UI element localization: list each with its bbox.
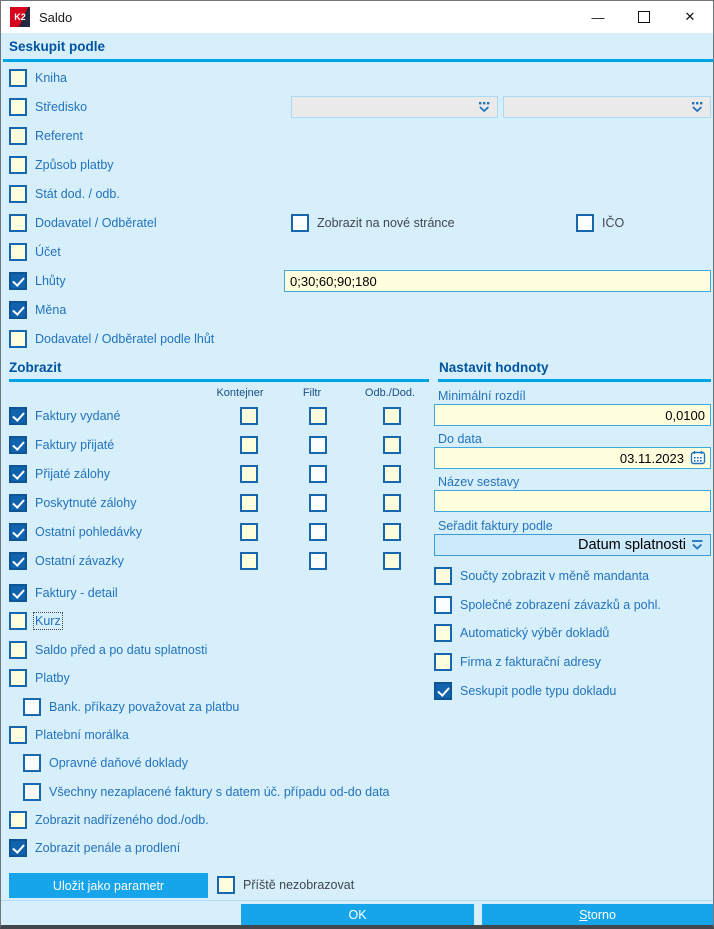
chevron-down-icon bbox=[689, 539, 705, 552]
checkbox-dodavatel[interactable] bbox=[9, 214, 27, 232]
checkbox-bank-prikazy[interactable] bbox=[23, 698, 41, 716]
checkbox-kontejner-5[interactable] bbox=[240, 552, 258, 570]
label-opravne-doklady: Opravné daňové doklady bbox=[49, 756, 188, 770]
label-bank-prikazy: Bank. příkazy považovat za platbu bbox=[49, 700, 240, 714]
checkbox-kniha[interactable] bbox=[9, 69, 27, 87]
label-nazev-sestavy: Název sestavy bbox=[438, 475, 520, 489]
checkbox-kontejner-2[interactable] bbox=[240, 465, 258, 483]
row-nova-stranka bbox=[291, 214, 455, 232]
ok-button[interactable]: OK bbox=[241, 904, 474, 925]
row-dodavatel bbox=[9, 214, 157, 232]
storno-accelerator: S bbox=[579, 907, 588, 922]
label-ico: IČO bbox=[602, 216, 625, 230]
label-soucty: Součty zobrazit v měně mandanta bbox=[460, 569, 649, 583]
row-stat bbox=[9, 185, 120, 203]
checkbox-ostatni-pohledavky[interactable] bbox=[9, 523, 27, 541]
close-icon: ✕ bbox=[684, 9, 696, 24]
seradit-faktury-value: Datum splatnosti bbox=[578, 537, 686, 553]
label-kniha: Kniha bbox=[35, 71, 67, 85]
label-vsechny-nezaplacene: Všechny nezaplacené faktury s datem úč. případu od-do data bbox=[49, 785, 390, 799]
label-automaticky-vyber: Automatický výběr dokladů bbox=[460, 626, 610, 640]
label-zpusob-platby: Způsob platby bbox=[35, 158, 114, 172]
checkbox-platebni-moralka[interactable] bbox=[9, 726, 27, 744]
checkbox-stredisko[interactable] bbox=[9, 98, 27, 116]
row-automaticky-vyber bbox=[434, 624, 609, 642]
label-stredisko: Středisko bbox=[35, 100, 88, 114]
label-seradit-faktury: Seřadit faktury podle bbox=[438, 519, 553, 533]
checkbox-odbdod-3[interactable] bbox=[383, 494, 401, 512]
row-platby bbox=[9, 669, 70, 687]
seradit-faktury-combo[interactable] bbox=[434, 534, 711, 556]
label-zobrazit-nadrizeneho: Zobrazit nadřízeného dod./odb. bbox=[35, 813, 209, 827]
stredisko-dropdown-1[interactable] bbox=[291, 96, 498, 118]
close-button[interactable] bbox=[667, 1, 713, 33]
row-kurz bbox=[9, 612, 61, 630]
row-dodavatel-podle-lhut bbox=[9, 330, 214, 348]
checkbox-automaticky-vyber[interactable] bbox=[434, 624, 452, 642]
checkbox-filtr-1[interactable] bbox=[309, 436, 327, 454]
row-firma-adresa bbox=[434, 653, 601, 671]
checkbox-opravne-doklady[interactable] bbox=[23, 754, 41, 772]
row-opravne-doklady bbox=[9, 754, 188, 772]
checkbox-mena[interactable] bbox=[9, 301, 27, 319]
label-saldo-pred-po: Saldo před a po datu splatnosti bbox=[35, 643, 208, 657]
row-ostatni-zavazky bbox=[9, 552, 439, 570]
label-poskytnute-zalohy: Poskytnuté zálohy bbox=[35, 496, 137, 510]
checkbox-kontejner-1[interactable] bbox=[240, 436, 258, 454]
row-faktury-prijate bbox=[9, 436, 439, 454]
checkbox-dodavatel-podle-lhut[interactable] bbox=[9, 330, 27, 348]
row-poskytnute-zalohy bbox=[9, 494, 439, 512]
checkbox-filtr-4[interactable] bbox=[309, 523, 327, 541]
checkbox-filtr-2[interactable] bbox=[309, 465, 327, 483]
row-lhuty bbox=[9, 272, 66, 290]
row-ico bbox=[576, 214, 624, 232]
label-mena: Měna bbox=[35, 303, 67, 317]
row-referent bbox=[9, 127, 83, 145]
checkbox-priste-nezobrazovat[interactable] bbox=[217, 876, 235, 894]
label-priste-nezobrazovat: Příště nezobrazovat bbox=[243, 878, 355, 892]
row-ostatni-pohledavky bbox=[9, 523, 439, 541]
column-header-kontejner: Kontejner bbox=[216, 387, 264, 399]
label-dodavatel-podle-lhut: Dodavatel / Odběratel podle lhůt bbox=[35, 332, 215, 346]
label-referent: Referent bbox=[35, 129, 83, 143]
label-stat: Stát dod. / odb. bbox=[35, 187, 120, 201]
window-title: Saldo bbox=[39, 9, 73, 25]
checkbox-zpusob-platby[interactable] bbox=[9, 156, 27, 174]
column-header-odbdod: Odb./Dod. bbox=[364, 387, 416, 399]
row-prijate-zalohy bbox=[9, 465, 439, 483]
checkbox-platby[interactable] bbox=[9, 669, 27, 687]
nazev-sestavy-input[interactable] bbox=[434, 490, 711, 512]
checkbox-faktury-vydane[interactable] bbox=[9, 407, 27, 425]
label-zobrazit-penale: Zobrazit penále a prodlení bbox=[35, 841, 181, 855]
storno-button[interactable] bbox=[482, 904, 713, 925]
label-dodavatel: Dodavatel / Odběratel bbox=[35, 216, 157, 230]
checkbox-referent[interactable] bbox=[9, 127, 27, 145]
checkbox-firma-adresa[interactable] bbox=[434, 653, 452, 671]
section-title-nastavit: Nastavit hodnoty bbox=[439, 360, 549, 375]
storno-rest: torno bbox=[587, 907, 616, 922]
dropdown-list-icon bbox=[476, 101, 492, 114]
checkbox-filtr-0[interactable] bbox=[309, 407, 327, 425]
checkbox-kontejner-0[interactable] bbox=[240, 407, 258, 425]
row-zobrazit-nadrizeneho bbox=[9, 811, 209, 829]
checkbox-filtr-3[interactable] bbox=[309, 494, 327, 512]
row-faktury-vydane bbox=[9, 407, 439, 425]
row-bank-prikazy bbox=[9, 698, 239, 716]
label-ostatni-pohledavky: Ostatní pohledávky bbox=[35, 525, 143, 539]
label-faktury-vydane: Faktury vydané bbox=[35, 409, 121, 423]
label-do-data: Do data bbox=[438, 432, 482, 446]
checkbox-zobrazit-nadrizeneho[interactable] bbox=[9, 811, 27, 829]
row-soucty bbox=[434, 567, 649, 585]
label-faktury-prijate: Faktury přijaté bbox=[35, 438, 115, 452]
checkbox-saldo-pred-po[interactable] bbox=[9, 641, 27, 659]
checkbox-odbdod-5[interactable] bbox=[383, 552, 401, 570]
checkbox-stat[interactable] bbox=[9, 185, 27, 203]
section-title-zobrazit: Zobrazit bbox=[9, 360, 62, 375]
checkbox-prijate-zalohy[interactable] bbox=[9, 465, 27, 483]
label-ucet: Účet bbox=[35, 245, 61, 259]
title-bar bbox=[1, 1, 713, 33]
checkbox-filtr-5[interactable] bbox=[309, 552, 327, 570]
label-ostatni-zavazky: Ostatní závazky bbox=[35, 554, 124, 568]
minimize-icon: — bbox=[591, 9, 605, 25]
section-title-seskupit: Seskupit podle bbox=[9, 39, 106, 54]
checkbox-soucty[interactable] bbox=[434, 567, 452, 585]
maximize-icon bbox=[638, 11, 650, 23]
lhuty-input[interactable] bbox=[284, 270, 711, 292]
row-zpusob-platby bbox=[9, 156, 114, 174]
row-zobrazit-penale bbox=[9, 839, 180, 857]
label-nova-stranka: Zobrazit na nové stránce bbox=[317, 216, 455, 230]
checkbox-spolecne-zobrazeni[interactable] bbox=[434, 596, 452, 614]
label-lhuty: Lhůty bbox=[35, 274, 66, 288]
row-faktury-detail bbox=[9, 584, 118, 602]
checkbox-faktury-detail[interactable] bbox=[9, 584, 27, 602]
label-faktury-detail: Faktury - detail bbox=[35, 586, 118, 600]
row-stredisko bbox=[9, 98, 87, 116]
row-priste-nezobrazovat bbox=[217, 876, 354, 894]
column-header-filtr: Filtr bbox=[302, 387, 322, 399]
checkbox-poskytnute-zalohy[interactable] bbox=[9, 494, 27, 512]
dropdown-list-icon bbox=[689, 101, 705, 114]
checkbox-ostatni-zavazky[interactable] bbox=[9, 552, 27, 570]
label-spolecne-zobrazeni: Společné zobrazení závazků a pohl. bbox=[460, 598, 661, 612]
checkbox-vsechny-nezaplacene[interactable] bbox=[23, 783, 41, 801]
checkbox-ico[interactable] bbox=[576, 214, 594, 232]
do-data-field bbox=[434, 447, 711, 469]
checkbox-kontejner-4[interactable] bbox=[240, 523, 258, 541]
row-platebni-moralka bbox=[9, 726, 129, 744]
checkbox-odbdod-1[interactable] bbox=[383, 436, 401, 454]
footer-divider bbox=[1, 900, 714, 901]
label-platby: Platby bbox=[35, 671, 70, 685]
checkbox-faktury-prijate[interactable] bbox=[9, 436, 27, 454]
label-minimalni-rozdil: Minimální rozdíl bbox=[438, 389, 526, 403]
label-firma-adresa: Firma z fakturační adresy bbox=[460, 655, 602, 669]
checkbox-kontejner-3[interactable] bbox=[240, 494, 258, 512]
save-as-parameter-button[interactable]: Uložit jako parametr bbox=[9, 873, 208, 898]
maximize-button[interactable] bbox=[621, 1, 667, 33]
section-underline bbox=[9, 379, 429, 382]
label-seskupit-typ-dokladu: Seskupit podle typu dokladu bbox=[460, 684, 617, 698]
checkbox-odbdod-2[interactable] bbox=[383, 465, 401, 483]
section-underline bbox=[3, 59, 713, 62]
row-vsechny-nezaplacene bbox=[9, 783, 390, 801]
label-kurz: Kurz bbox=[35, 614, 61, 628]
row-mena bbox=[9, 301, 66, 319]
row-spolecne-zobrazeni bbox=[434, 596, 661, 614]
row-ucet bbox=[9, 243, 61, 261]
stredisko-dropdown-2[interactable] bbox=[503, 96, 711, 118]
row-kniha bbox=[9, 69, 67, 87]
row-saldo-pred-po bbox=[9, 641, 207, 659]
checkbox-kurz[interactable] bbox=[9, 612, 27, 630]
minimize-button[interactable] bbox=[575, 1, 621, 33]
calendar-icon[interactable] bbox=[690, 450, 706, 465]
checkbox-odbdod-4[interactable] bbox=[383, 523, 401, 541]
checkbox-odbdod-0[interactable] bbox=[383, 407, 401, 425]
checkbox-lhuty[interactable] bbox=[9, 272, 27, 290]
row-seskupit-typ-dokladu bbox=[434, 682, 616, 700]
checkbox-zobrazit-penale[interactable] bbox=[9, 839, 27, 857]
label-platebni-moralka: Platební morálka bbox=[35, 728, 129, 742]
checkbox-ucet[interactable] bbox=[9, 243, 27, 261]
checkbox-seskupit-typ-dokladu[interactable] bbox=[434, 682, 452, 700]
do-data-input[interactable] bbox=[434, 447, 711, 469]
minimalni-rozdil-input[interactable] bbox=[434, 404, 711, 426]
label-prijate-zalohy: Přijaté zálohy bbox=[35, 467, 111, 481]
k2-app-icon: K2 bbox=[10, 7, 30, 27]
checkbox-nova-stranka[interactable] bbox=[291, 214, 309, 232]
section-underline bbox=[438, 379, 711, 382]
